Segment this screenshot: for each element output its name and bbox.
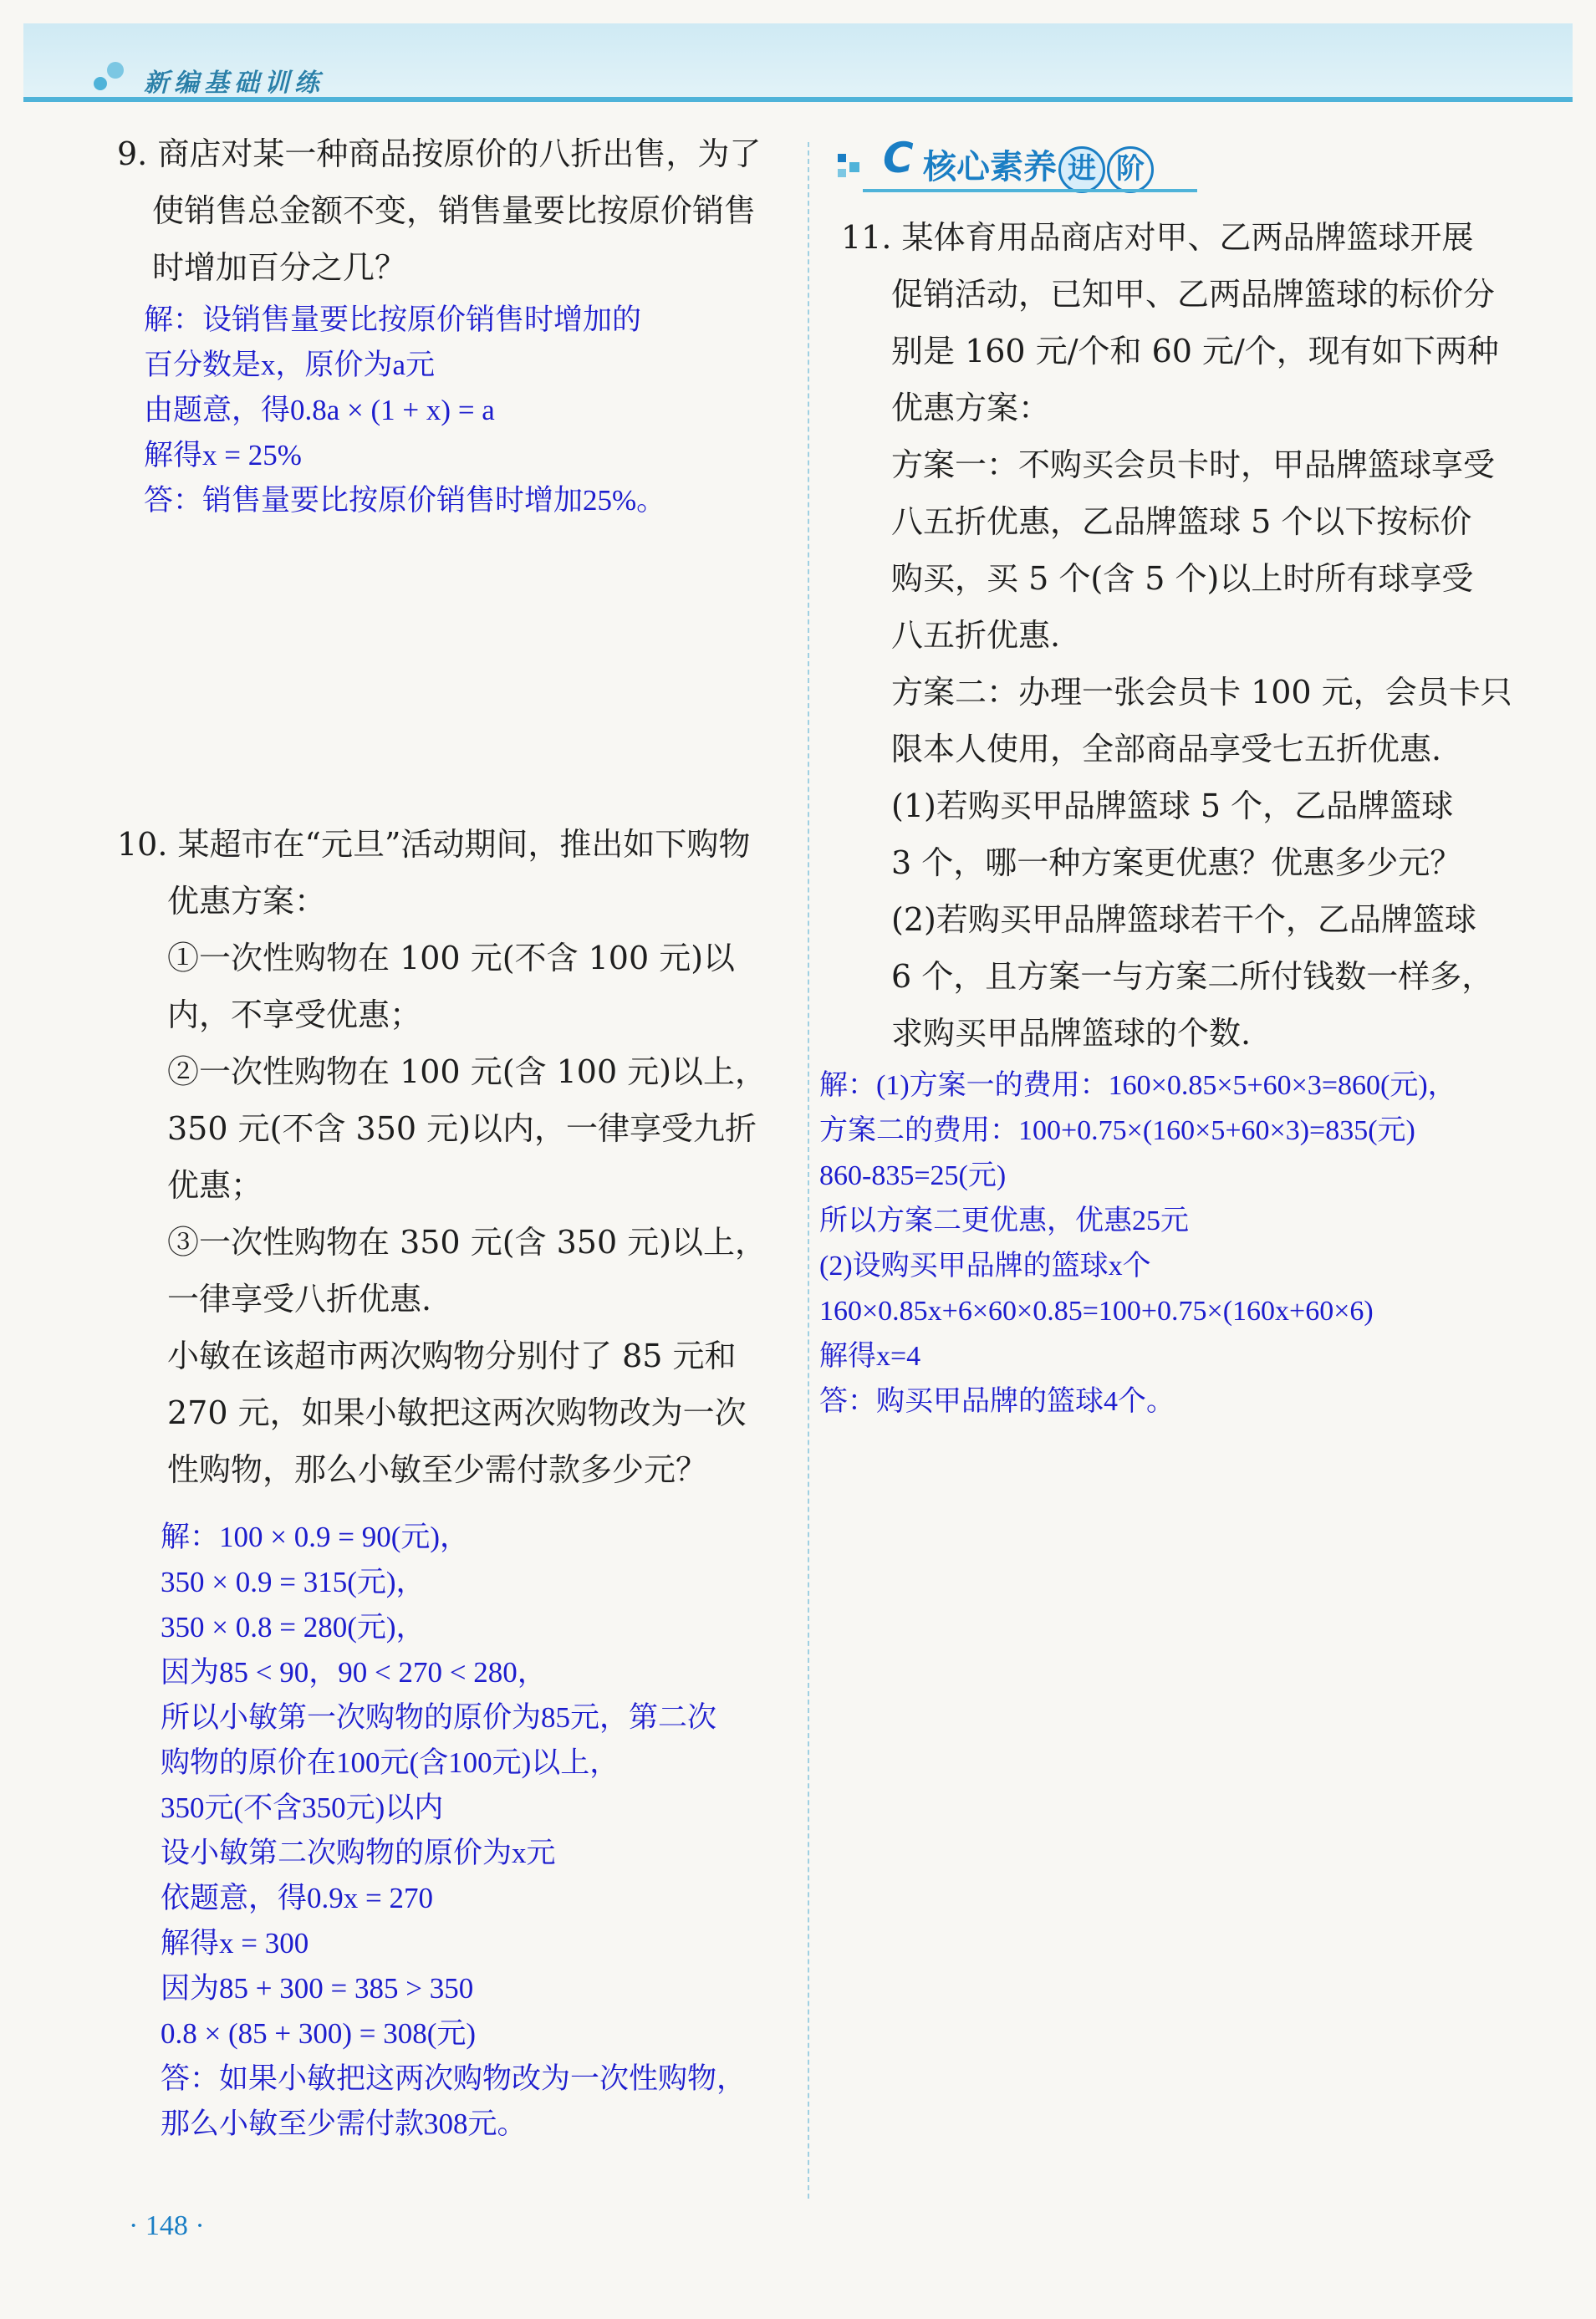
question-line: 3 个，哪一种方案更优惠？优惠多少元？ — [891, 844, 1462, 881]
section-letter: C — [883, 134, 914, 182]
answer-line: 因为85 + 300 = 385 > 350 — [161, 1972, 474, 2005]
question-line: 优惠方案： — [891, 390, 1051, 426]
series-title: 新编基础训练 — [144, 69, 324, 98]
column-divider — [808, 142, 809, 2199]
answer-line: 设小敏第二次购物的原价为x元 — [161, 1837, 556, 1869]
answer-line: 350 × 0.9 = 315(元)， — [161, 1566, 426, 1598]
question-line: 优惠； — [167, 1167, 263, 1204]
answer-line: 解得x = 300 — [161, 1927, 309, 1960]
answer-line: 160×0.85x+6×60×0.85=100+0.75×(160x+60×6) — [819, 1296, 1374, 1327]
question-line: 6 个，且方案一与方案二所付钱数一样多， — [891, 958, 1494, 995]
answer-line: 解：(1)方案一的费用：160×0.85×5+60×3=860(元)， — [819, 1070, 1456, 1101]
answer-11 — [819, 1063, 1456, 1425]
answer-line: 解：设销售量要比按原价销售时增加的 — [144, 303, 642, 336]
question-line: ①一次性购物在 100 元(不含 100 元)以 — [167, 940, 736, 976]
section-title-circled: 进 — [1058, 146, 1105, 193]
question-line: 9. 商店对某一种商品按原价的八折出售，为了 — [117, 135, 762, 172]
answer-line: (2)设购买甲品牌的篮球x个 — [819, 1251, 1151, 1282]
header-decoration-icon — [92, 59, 129, 94]
section-underline — [863, 189, 1197, 192]
section-title — [923, 140, 1154, 193]
section-title-text: 核心素养 — [923, 148, 1057, 186]
question-line: 八五折优惠，乙品牌篮球 5 个以下按标价 — [891, 503, 1472, 540]
question-line: ②一次性购物在 100 元(含 100 元)以上， — [167, 1053, 767, 1090]
question-line: 限本人使用，全部商品享受七五折优惠. — [891, 731, 1442, 767]
answer-line: 因为85 < 90，90 < 270 < 280， — [161, 1656, 547, 1689]
question-line: 270 元，如果小敏把这两次购物改为一次 — [167, 1394, 747, 1431]
answer-line: 解：100 × 0.9 = 90(元)， — [161, 1521, 470, 1553]
question-line: (1)若购买甲品牌篮球 5 个，乙品牌篮球 — [891, 787, 1454, 824]
question-line: 11. 某体育用品商店对甲、乙两品牌篮球开展 — [841, 219, 1474, 256]
question-line: 350 元(不含 350 元)以内，一律享受九折 — [167, 1110, 757, 1147]
question-line: 一律享受八折优惠. — [167, 1281, 432, 1317]
question-line: ③一次性购物在 350 元(含 350 元)以上， — [167, 1224, 767, 1261]
answer-line: 860-835=25(元) — [819, 1160, 1007, 1191]
answer-line: 那么小敏至少需付款308元。 — [161, 2107, 527, 2140]
answer-line: 百分数是x，原价为a元 — [144, 349, 436, 381]
answer-line: 答：如果小敏把这两次购物改为一次性购物， — [161, 2062, 747, 2095]
question-line: 10. 某超市在“元旦”活动期间，推出如下购物 — [117, 826, 751, 863]
question-line: 使销售总金额不变，销售量要比按原价销售 — [152, 192, 757, 229]
question-11 — [841, 209, 1568, 1062]
answer-line: 由题意，得0.8a × (1 + x) = a — [144, 394, 495, 426]
question-line: 时增加百分之几？ — [152, 249, 407, 286]
question-line: (2)若购买甲品牌篮球若干个，乙品牌篮球 — [891, 901, 1476, 938]
answer-9 — [144, 298, 665, 523]
question-10 — [117, 816, 786, 1498]
question-line: 求购买甲品牌篮球的个数. — [891, 1015, 1252, 1052]
page-number: · 148 · — [129, 2210, 205, 2241]
answer-line: 解得x=4 — [819, 1341, 921, 1372]
answer-line: 购物的原价在100元(含100元)以上， — [161, 1746, 620, 1779]
square-bullets-icon — [833, 150, 866, 184]
question-line: 优惠方案： — [167, 883, 327, 920]
question-line: 小敏在该超市两次购物分别付了 85 元和 — [167, 1338, 737, 1374]
question-line: 内，不享受优惠； — [167, 996, 422, 1033]
section-title-circled: 阶 — [1107, 146, 1154, 193]
answer-line: 答：购买甲品牌的篮球4个。 — [819, 1386, 1175, 1417]
question-line: 购买，买 5 个(含 5 个)以上时所有球享受 — [891, 560, 1474, 597]
question-line: 促销活动，已知甲、乙两品牌篮球的标价分 — [891, 276, 1496, 313]
question-line: 别是 160 元/个和 60 元/个，现有如下两种 — [891, 333, 1499, 370]
question-9 — [117, 125, 786, 296]
answer-line: 所以方案二更优惠，优惠25元 — [819, 1205, 1189, 1236]
question-line: 方案一：不购买会员卡时，甲品牌篮球享受 — [891, 446, 1496, 483]
answer-line: 350 × 0.8 = 280(元)， — [161, 1611, 426, 1644]
answer-10 — [161, 1515, 746, 2147]
question-line: 方案二：办理一张会员卡 100 元，会员卡只 — [891, 674, 1512, 711]
answer-line: 0.8 × (85 + 300) = 308(元) — [161, 2017, 477, 2050]
answer-line: 解得x = 25% — [144, 439, 302, 471]
question-line: 八五折优惠. — [891, 617, 1061, 654]
question-line: 性购物，那么小敏至少需付款多少元？ — [167, 1451, 708, 1488]
answer-line: 方案二的费用：100+0.75×(160×5+60×3)=835(元) — [819, 1115, 1415, 1146]
answer-line: 依题意，得0.9x = 270 — [161, 1882, 433, 1914]
answer-line: 所以小敏第一次购物的原价为85元，第二次 — [161, 1701, 717, 1734]
answer-line: 答：销售量要比按原价销售时增加25%。 — [144, 484, 666, 517]
answer-line: 350元(不含350元)以内 — [161, 1791, 444, 1824]
